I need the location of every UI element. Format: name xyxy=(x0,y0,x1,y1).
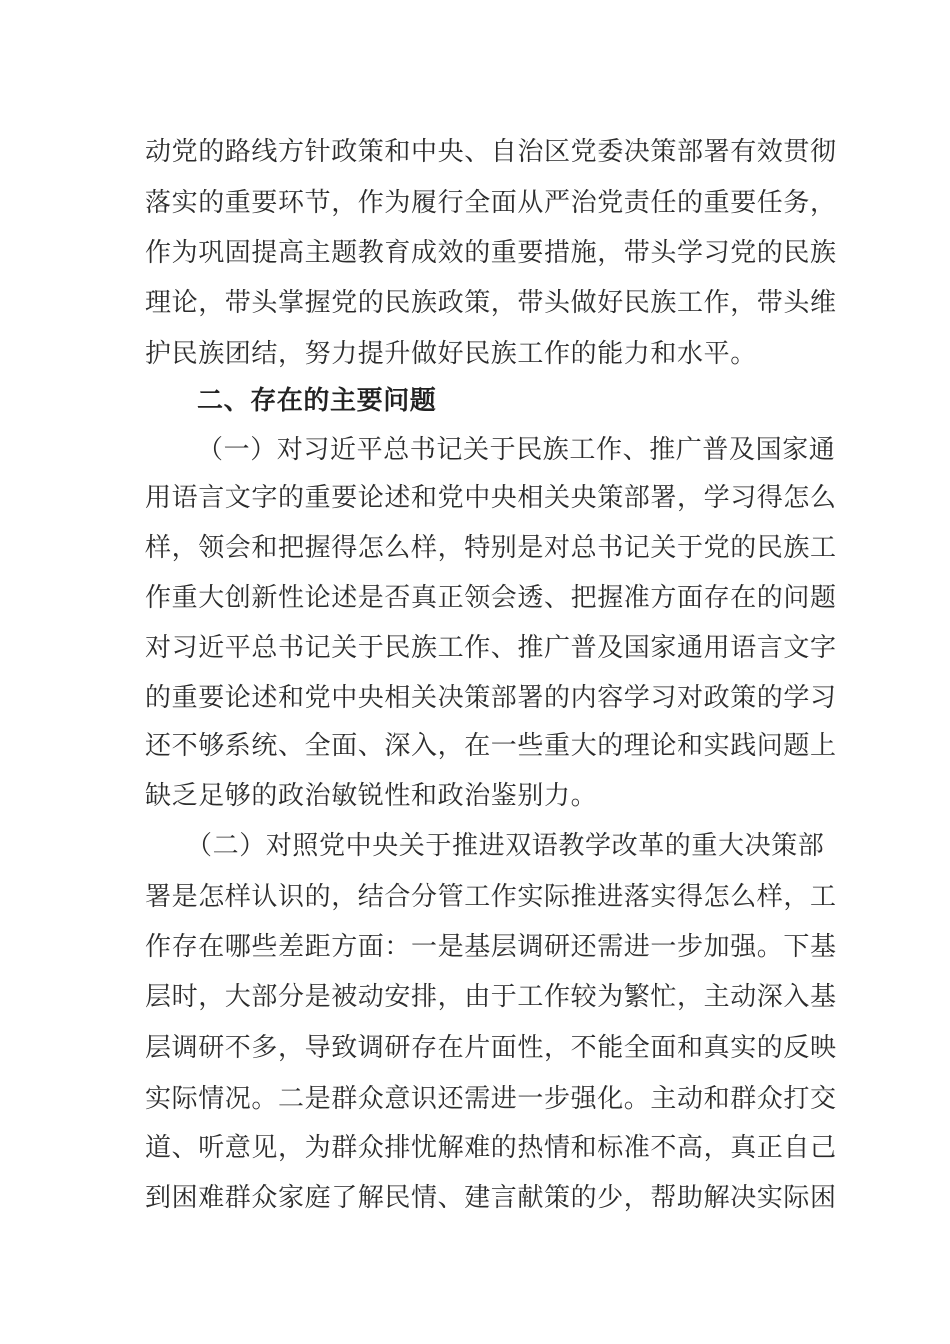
paragraph-line: 作存在哪些差距方面：一是基层调研还需进一步加强。下基 xyxy=(145,932,837,962)
paragraph-line: 到困难群众家庭了解民情、建言献策的少，帮助解决实际困 xyxy=(145,1183,837,1213)
paragraph-line: 层时，大部分是被动安排，由于工作较为繁忙，主动深入基 xyxy=(145,982,837,1012)
paragraph-line: 理论，带头掌握党的民族政策，带头做好民族工作，带头维 xyxy=(145,288,837,318)
paragraph-line: 用语言文字的重要论述和党中央相关央策部署，学习得怎么 xyxy=(145,483,837,513)
paragraph-line: 对习近平总书记关于民族工作、推广普及国家通用语言文字 xyxy=(145,633,837,663)
paragraph-line: 层调研不多，导致调研存在片面性，不能全面和真实的反映 xyxy=(145,1033,837,1063)
paragraph-line: 落实的重要环节，作为履行全面从严治党责任的重要任务， xyxy=(145,188,837,218)
paragraph-line: （一）对习近平总书记关于民族工作、推广普及国家通 xyxy=(197,435,836,465)
paragraph-line: 动党的路线方针政策和中央、自治区党委决策部署有效贯彻 xyxy=(145,137,837,167)
paragraph-line: 道、听意见，为群众排忧解难的热情和标准不高，真正自己 xyxy=(145,1133,837,1163)
paragraph-line: 署是怎样认识的，结合分管工作实际推进落实得怎么样，工 xyxy=(145,882,837,912)
paragraph-line: （二）对照党中央关于推进双语教学改革的重大决策部 xyxy=(186,831,825,861)
paragraph-line: 实际情况。二是群众意识还需进一步强化。主动和群众打交 xyxy=(145,1084,837,1114)
paragraph-line: 还不够系统、全面、深入，在一些重大的理论和实践问题上 xyxy=(145,731,837,761)
paragraph-line: 的重要论述和党中央相关决策部署的内容学习对政策的学习 xyxy=(145,683,837,713)
paragraph-line: 缺乏足够的政治敏锐性和政治鉴别力。 xyxy=(145,781,598,811)
section-heading: 二、存在的主要问题 xyxy=(197,386,437,416)
paragraph-line: 样，领会和把握得怎么样，特别是对总书记关于党的民族工 xyxy=(145,533,837,563)
paragraph-line: 作为巩固提高主题教育成效的重要措施，带头学习党的民族 xyxy=(145,238,837,268)
paragraph-line: 作重大创新性论述是否真正领会透、把握准方面存在的问题 xyxy=(145,583,837,613)
paragraph-line: 护民族团结，努力提升做好民族工作的能力和水平。 xyxy=(145,339,757,369)
